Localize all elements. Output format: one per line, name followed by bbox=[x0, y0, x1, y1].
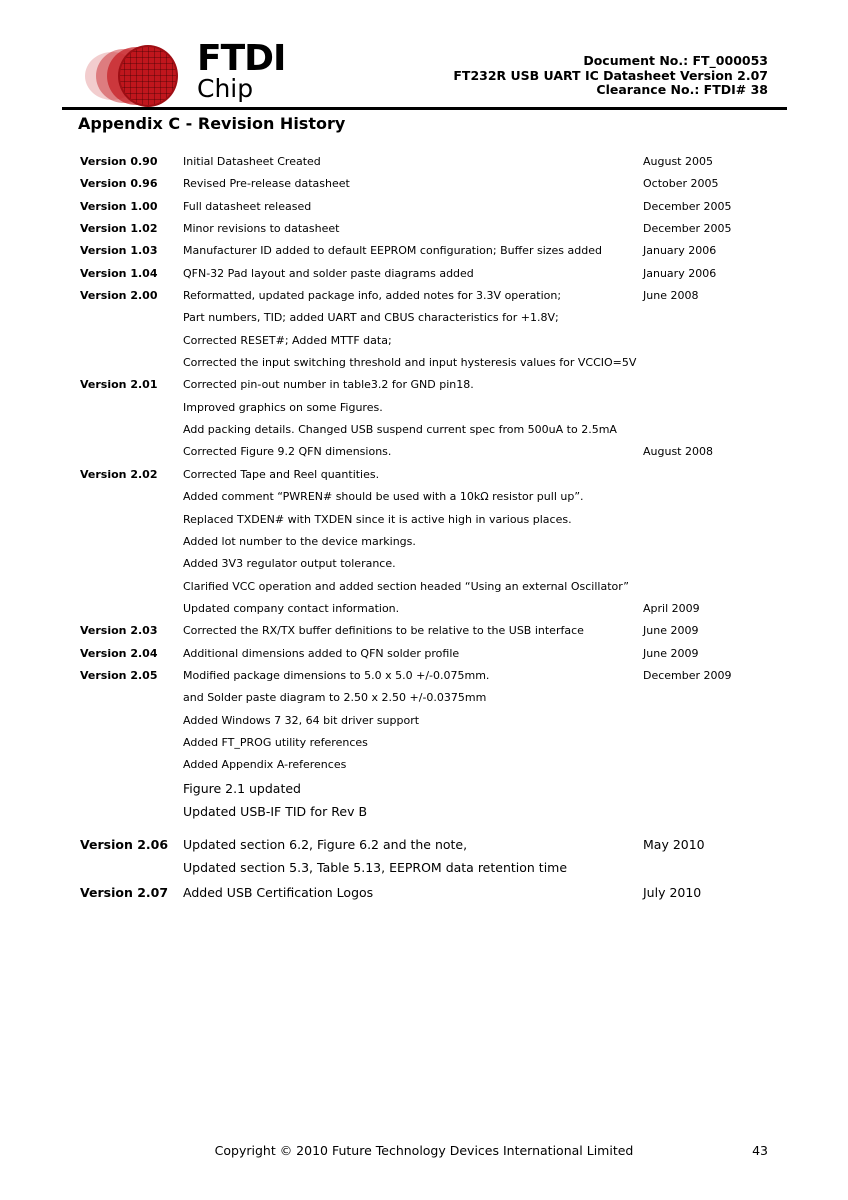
revision-date bbox=[643, 531, 770, 553]
revision-date: June 2009 bbox=[643, 624, 699, 638]
revision-version bbox=[80, 397, 183, 419]
revision-text: Corrected RESET#; Added MTTF data; bbox=[183, 333, 392, 347]
revision-version bbox=[80, 486, 183, 508]
revision-version bbox=[80, 856, 183, 879]
revision-version bbox=[80, 307, 183, 329]
revision-version bbox=[80, 576, 183, 598]
revision-row bbox=[80, 833, 770, 856]
revision-row bbox=[80, 881, 770, 904]
revision-row bbox=[80, 710, 770, 732]
revision-block bbox=[80, 218, 770, 240]
revision-version bbox=[80, 330, 183, 352]
revision-text: Added 3V3 regulator output tolerance. bbox=[183, 557, 396, 571]
revision-version bbox=[80, 732, 183, 754]
revision-row bbox=[80, 800, 770, 823]
revision-text: Figure 2.1 updated bbox=[183, 780, 301, 796]
revision-date: August 2008 bbox=[643, 445, 713, 459]
revision-row bbox=[80, 665, 770, 687]
revision-version bbox=[80, 553, 183, 575]
revision-row bbox=[80, 486, 770, 508]
revision-row bbox=[80, 553, 770, 575]
revision-date bbox=[643, 307, 770, 329]
logo-sub: Chip bbox=[197, 74, 254, 103]
revision-text: Full datasheet released bbox=[183, 199, 312, 213]
revision-block bbox=[80, 665, 770, 823]
revision-date: June 2009 bbox=[643, 646, 699, 660]
revision-block bbox=[80, 240, 770, 262]
revision-date bbox=[643, 397, 770, 419]
revision-row bbox=[80, 352, 770, 374]
document-number: Document No.: FT_000053 bbox=[583, 53, 768, 68]
revision-block bbox=[80, 173, 770, 195]
revision-text: Added comment “PWREN# should be used with a 10kΩ resistor pull up”. bbox=[183, 490, 584, 504]
revision-text: Corrected Tape and Reel quantities. bbox=[183, 467, 380, 481]
revision-date bbox=[643, 732, 770, 754]
revision-text: Revised Pre-release datasheet bbox=[183, 177, 350, 191]
logo-brand: FTDI bbox=[197, 38, 286, 79]
revision-date: July 2010 bbox=[643, 884, 702, 900]
revision-version bbox=[80, 687, 183, 709]
page-number: 43 bbox=[752, 1143, 768, 1158]
revision-text: Initial Datasheet Created bbox=[183, 155, 321, 168]
revision-row bbox=[80, 464, 770, 486]
revision-row bbox=[80, 173, 770, 195]
revision-text: Add packing details. Changed USB suspend current spec from 500uA to 2.5mA bbox=[183, 423, 617, 437]
revision-version bbox=[80, 441, 183, 463]
revision-block bbox=[80, 285, 770, 374]
revision-version bbox=[80, 777, 183, 800]
revision-date bbox=[643, 330, 770, 352]
revision-date bbox=[643, 464, 770, 486]
revision-row bbox=[80, 441, 770, 463]
revision-text: Part numbers, TID; added UART and CBUS characteristics for +1.8V; bbox=[183, 311, 559, 325]
revision-row bbox=[80, 754, 770, 776]
revision-version bbox=[80, 598, 183, 620]
revision-date: December 2009 bbox=[643, 668, 732, 682]
logo-disc-icon bbox=[118, 45, 178, 107]
revision-version: Version 2.04 bbox=[80, 646, 158, 660]
revision-row bbox=[80, 620, 770, 642]
revision-text: Updated section 6.2, Figure 6.2 and the note, bbox=[183, 836, 468, 852]
logo-text bbox=[197, 38, 286, 103]
revision-version: Version 2.05 bbox=[80, 668, 158, 682]
revision-date bbox=[643, 754, 770, 776]
revision-row bbox=[80, 856, 770, 879]
revision-version: Version 0.90 bbox=[80, 155, 158, 168]
header-rule bbox=[62, 107, 787, 110]
revision-text: Clarified VCC operation and added section headed “Using an external Oscillator” bbox=[183, 579, 629, 593]
revision-text: Updated company contact information. bbox=[183, 601, 400, 615]
document-title: FT232R USB UART IC Datasheet Version 2.07 bbox=[453, 67, 768, 83]
revision-text: Corrected the RX/TX buffer definitions to be relative to the USB interface bbox=[183, 624, 584, 638]
revision-text: QFN-32 Pad layout and solder paste diagrams added bbox=[183, 266, 474, 280]
revision-date bbox=[643, 777, 770, 800]
revision-row bbox=[80, 397, 770, 419]
revision-block bbox=[80, 263, 770, 285]
revision-row bbox=[80, 777, 770, 800]
revision-text: Minor revisions to datasheet bbox=[183, 222, 340, 236]
revision-text: Added lot number to the device markings. bbox=[183, 534, 416, 548]
revision-row bbox=[80, 643, 770, 665]
revision-text: and Solder paste diagram to 2.50 x 2.50 +/-0.0375mm bbox=[183, 691, 487, 705]
revision-version: Version 2.06 bbox=[80, 836, 169, 852]
revision-row bbox=[80, 240, 770, 262]
revision-text: Added Windows 7 32, 64 bit driver support bbox=[183, 713, 420, 727]
revision-date bbox=[643, 374, 770, 396]
revision-row bbox=[80, 687, 770, 709]
revision-version: Version 2.01 bbox=[80, 378, 158, 392]
revision-row bbox=[80, 307, 770, 329]
revision-block bbox=[80, 620, 770, 642]
page-title: Appendix C - Revision History bbox=[78, 114, 346, 133]
revision-text: Modified package dimensions to 5.0 x 5.0 +/-0.075mm. bbox=[183, 668, 490, 682]
revision-date: December 2005 bbox=[643, 199, 732, 213]
revision-table bbox=[80, 151, 770, 904]
revision-row bbox=[80, 151, 770, 173]
revision-block bbox=[80, 151, 770, 173]
revision-date bbox=[643, 856, 770, 879]
revision-text: Added USB Certification Logos bbox=[183, 884, 374, 900]
revision-block bbox=[80, 833, 770, 879]
revision-version: Version 1.00 bbox=[80, 199, 158, 213]
revision-date: August 2005 bbox=[643, 155, 713, 168]
revision-row bbox=[80, 419, 770, 441]
revision-text: Updated section 5.3, Table 5.13, EEPROM data retention time bbox=[183, 859, 568, 875]
revision-row bbox=[80, 218, 770, 240]
revision-text: Reformatted, updated package info, added notes for 3.3V operation; bbox=[183, 289, 562, 303]
revision-date bbox=[643, 352, 770, 374]
document-info bbox=[453, 54, 768, 98]
revision-text: Improved graphics on some Figures. bbox=[183, 400, 383, 414]
revision-version: Version 1.02 bbox=[80, 222, 158, 236]
revision-row bbox=[80, 196, 770, 218]
revision-block bbox=[80, 374, 770, 463]
revision-date: October 2005 bbox=[643, 177, 719, 191]
revision-date: April 2009 bbox=[643, 601, 700, 615]
revision-date: June 2008 bbox=[643, 289, 699, 303]
revision-version: Version 2.03 bbox=[80, 624, 158, 638]
revision-block bbox=[80, 643, 770, 665]
revision-row bbox=[80, 374, 770, 396]
revision-date bbox=[643, 800, 770, 823]
revision-block bbox=[80, 881, 770, 904]
clearance-number: Clearance No.: FTDI# 38 bbox=[596, 82, 768, 97]
revision-row bbox=[80, 598, 770, 620]
revision-date bbox=[643, 576, 770, 598]
revision-date bbox=[643, 710, 770, 732]
revision-text: Corrected the input switching threshold and input hysteresis values for VCCIO=5V bbox=[183, 356, 637, 370]
revision-version bbox=[80, 509, 183, 531]
revision-date: December 2005 bbox=[643, 222, 732, 236]
revision-date bbox=[643, 509, 770, 531]
revision-row bbox=[80, 509, 770, 531]
revision-text: Corrected Figure 9.2 QFN dimensions. bbox=[183, 445, 392, 459]
revision-version: Version 0.96 bbox=[80, 177, 158, 191]
revision-block bbox=[80, 196, 770, 218]
footer-copyright: Copyright © 2010 Future Technology Devices International Limited bbox=[214, 1143, 634, 1158]
revision-version bbox=[80, 754, 183, 776]
revision-version bbox=[80, 531, 183, 553]
revision-row bbox=[80, 576, 770, 598]
revision-version bbox=[80, 710, 183, 732]
revision-version: Version 1.04 bbox=[80, 266, 158, 280]
revision-version bbox=[80, 800, 183, 823]
revision-version: Version 2.00 bbox=[80, 289, 158, 303]
revision-version: Version 2.02 bbox=[80, 467, 158, 481]
revision-text: Updated USB-IF TID for Rev B bbox=[183, 803, 368, 819]
revision-row bbox=[80, 531, 770, 553]
revision-date: January 2006 bbox=[643, 244, 717, 258]
revision-version: Version 2.07 bbox=[80, 884, 169, 900]
revision-row bbox=[80, 330, 770, 352]
revision-row bbox=[80, 285, 770, 307]
revision-text: Added Appendix A-references bbox=[183, 758, 347, 772]
revision-version: Version 1.03 bbox=[80, 244, 158, 258]
revision-version bbox=[80, 352, 183, 374]
revision-date bbox=[643, 553, 770, 575]
revision-text: Corrected pin-out number in table3.2 for GND pin18. bbox=[183, 378, 474, 392]
revision-version bbox=[80, 419, 183, 441]
revision-date bbox=[643, 687, 770, 709]
revision-text: Manufacturer ID added to default EEPROM configuration; Buffer sizes added bbox=[183, 244, 602, 258]
revision-date: January 2006 bbox=[643, 266, 717, 280]
revision-date: May 2010 bbox=[643, 836, 705, 852]
revision-row bbox=[80, 263, 770, 285]
revision-block bbox=[80, 464, 770, 620]
revision-text: Additional dimensions added to QFN solder profile bbox=[183, 646, 460, 660]
revision-text: Added FT_PROG utility references bbox=[183, 735, 368, 749]
revision-date bbox=[643, 486, 770, 508]
ftdi-logo bbox=[85, 38, 300, 107]
revision-row bbox=[80, 732, 770, 754]
revision-text: Replaced TXDEN# with TXDEN since it is active high in various places. bbox=[183, 512, 572, 526]
revision-date bbox=[643, 419, 770, 441]
